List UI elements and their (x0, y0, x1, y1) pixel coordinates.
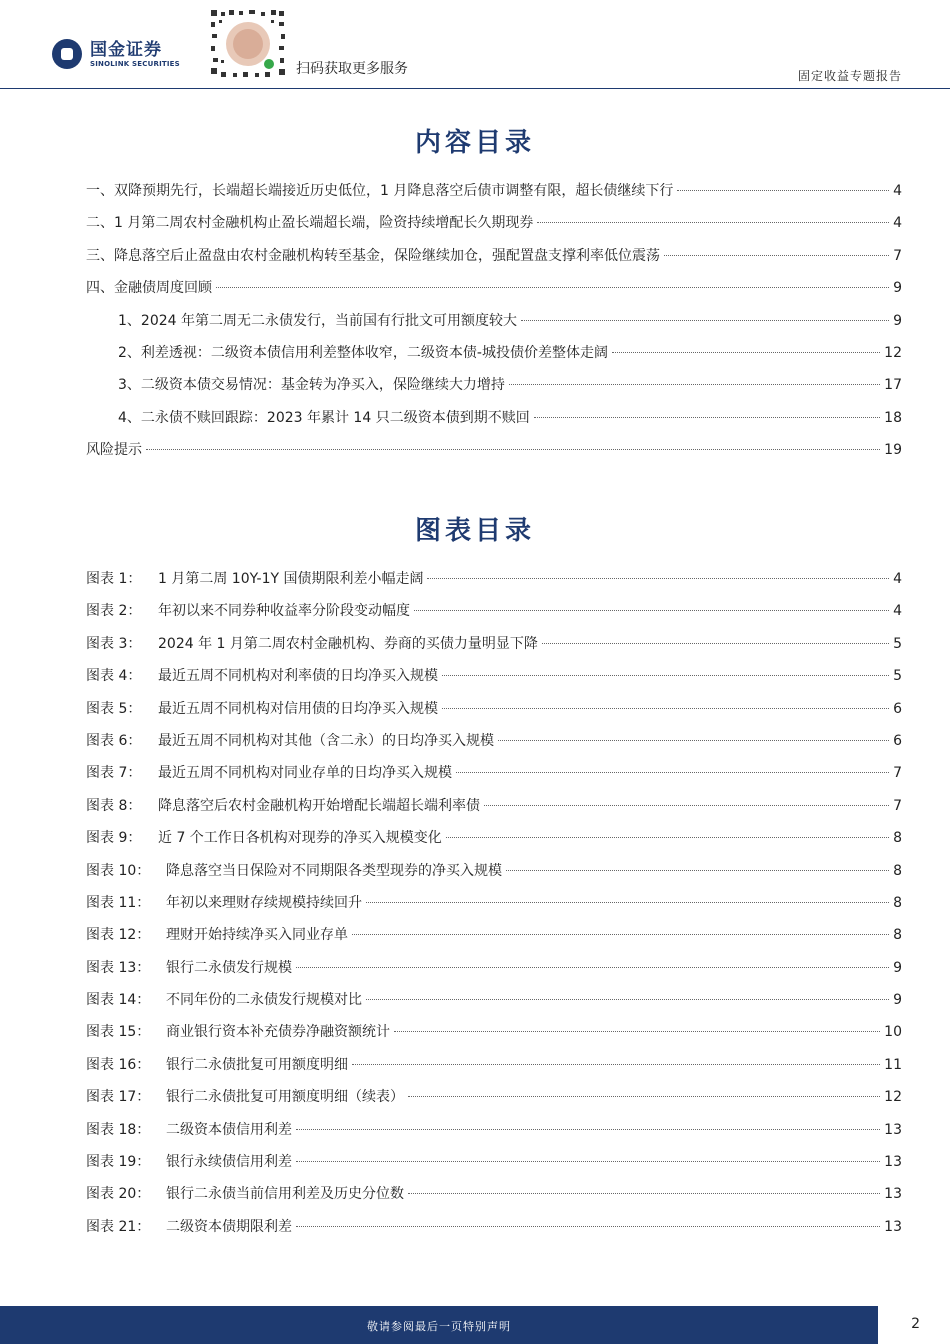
leader-dots (352, 1064, 880, 1065)
figure-number: 图表 20： (86, 1186, 151, 1203)
logo-name-en: SINOLINK SECURITIES (90, 59, 180, 68)
figure-page: 6 (893, 732, 902, 749)
leader-dots (408, 1193, 880, 1194)
qr-caption: 扫码获取更多服务 (296, 61, 408, 77)
figure-label: 近 7 个工作日各机构对现券的净买入规模变化 (158, 830, 442, 847)
figure-entry[interactable] (86, 1054, 902, 1086)
toc-entry-label: 2、利差透视：二级资本债信用利差整体收窄，二级资本债-城投债价差整体走阔 (118, 344, 608, 361)
logo-icon (52, 39, 82, 69)
figure-label: 最近五周不同机构对其他（含二永）的日均净买入规模 (158, 732, 494, 749)
leader-dots (296, 1129, 880, 1130)
leader-dots (427, 578, 889, 579)
figure-number: 图表 11： (86, 894, 151, 911)
logo-name-cn: 国金证券 (90, 39, 162, 60)
figure-entry[interactable] (86, 827, 902, 859)
figure-entry[interactable] (86, 860, 902, 892)
figure-entry[interactable] (86, 1183, 902, 1215)
figure-list (86, 568, 902, 1248)
leader-dots (534, 417, 880, 418)
toc-entry-page: 18 (884, 409, 902, 426)
figure-page: 4 (893, 571, 902, 587)
figure-label: 降息落空后农村金融机构开始增配长端超长端利率债 (158, 797, 480, 814)
figure-entry[interactable] (86, 568, 902, 600)
footer-disclaimer: 敬请参阅最后一页特别声明 (367, 1320, 511, 1333)
figure-page: 13 (884, 1218, 902, 1235)
toc-entry[interactable] (86, 439, 902, 471)
figure-number: 图表 13： (86, 959, 151, 976)
figure-number: 图表 10： (86, 862, 151, 879)
toc-entry-page: 9 (893, 280, 902, 297)
toc-subentry[interactable] (86, 342, 902, 374)
header-divider (0, 88, 950, 89)
figure-page: 9 (893, 992, 902, 1009)
page-footer (0, 1306, 950, 1344)
leader-dots (442, 708, 889, 709)
figure-page: 4 (893, 603, 902, 620)
toc-entry-label: 三、降息落空后止盈盘由农村金融机构转至基金，保险继续加仓，强配置盘支撑利率低位震荡 (86, 247, 660, 264)
toc-entry-page: 19 (884, 442, 902, 459)
toc-subentry[interactable] (86, 407, 902, 439)
figure-label: 年初以来不同券种收益率分阶段变动幅度 (158, 603, 410, 620)
leader-dots (408, 1096, 880, 1097)
figure-number: 图表 7： (86, 765, 142, 782)
toc-entry-page: 4 (893, 215, 902, 232)
figure-page: 11 (884, 1056, 902, 1073)
figure-label: 1 月第二周 10Y-1Y 国债期限利差小幅走阔 (158, 571, 424, 587)
leader-dots (414, 610, 889, 611)
figure-label: 二级资本债信用利差 (166, 1121, 292, 1138)
figure-page: 13 (884, 1186, 902, 1203)
report-type-label: 固定收益专题报告 (797, 69, 902, 83)
leader-dots (484, 805, 889, 806)
figure-label: 银行二永债批复可用额度明细 (166, 1056, 348, 1073)
toc-entry-page: 12 (884, 344, 902, 361)
qr-code-icon[interactable] (209, 8, 287, 80)
figure-page: 8 (893, 830, 902, 847)
figure-number: 图表 8： (86, 797, 142, 814)
figure-page: 7 (893, 765, 902, 782)
figure-label: 年初以来理财存续规模持续回升 (166, 894, 362, 911)
toc-entry-page: 7 (893, 247, 902, 264)
leader-dots (498, 740, 889, 741)
figure-number: 图表 14： (86, 992, 151, 1009)
leader-dots (442, 675, 889, 676)
figure-entry[interactable] (86, 633, 902, 665)
figure-label: 银行二永债当前信用利差及历史分位数 (166, 1186, 404, 1203)
figure-page: 13 (884, 1121, 902, 1138)
leader-dots (296, 1226, 880, 1227)
toc-entry-page: 9 (893, 312, 902, 329)
figure-number: 图表 3： (86, 635, 142, 652)
figure-number: 图表 12： (86, 927, 151, 944)
figure-label: 二级资本债期限利差 (166, 1218, 292, 1235)
figure-page: 9 (893, 959, 902, 976)
figure-entry[interactable] (86, 1151, 902, 1183)
page-header (0, 0, 950, 92)
leader-dots (521, 320, 889, 321)
figure-label: 2024 年 1 月第二周农村金融机构、券商的买债力量明显下降 (158, 635, 538, 652)
page-number: 2 (911, 1316, 920, 1332)
toc-subentry[interactable] (86, 374, 902, 406)
figure-entry[interactable] (86, 1119, 902, 1151)
toc-list (86, 180, 902, 472)
figure-label: 商业银行资本补充债券净融资额统计 (166, 1024, 390, 1041)
toc-entry-label: 一、双降预期先行，长端超长端接近历史低位，1 月降息落空后债市调整有限，超长债继续下行 (86, 183, 674, 199)
figure-label: 不同年份的二永债发行规模对比 (166, 992, 362, 1009)
figure-page: 13 (884, 1154, 902, 1171)
figure-number: 图表 19： (86, 1154, 151, 1171)
figure-entry[interactable] (86, 698, 902, 730)
figure-page: 7 (893, 797, 902, 814)
figure-page: 6 (893, 700, 902, 717)
figure-entry[interactable] (86, 1086, 902, 1118)
figure-entry[interactable] (86, 892, 902, 924)
leader-dots (394, 1031, 880, 1032)
figure-entry[interactable] (86, 924, 902, 956)
toc-entry[interactable] (86, 277, 902, 309)
figure-label: 最近五周不同机构对同业存单的日均净买入规模 (158, 765, 452, 782)
leader-dots (537, 222, 889, 223)
toc-entry-label: 4、二永债不赎回跟踪：2023 年累计 14 只二级资本债到期不赎回 (118, 409, 530, 426)
leader-dots (446, 837, 889, 838)
figure-entry[interactable] (86, 795, 902, 827)
leader-dots (366, 999, 889, 1000)
leader-dots (664, 255, 889, 256)
figure-entry[interactable] (86, 1021, 902, 1053)
figure-label: 银行二永债发行规模 (166, 959, 292, 976)
figure-entry[interactable] (86, 730, 902, 762)
figure-number: 图表 6： (86, 732, 142, 749)
figure-entry[interactable] (86, 989, 902, 1021)
figure-number: 图表 4： (86, 668, 142, 685)
toc-entry[interactable] (86, 245, 902, 277)
figure-label: 银行永续债信用利差 (166, 1154, 292, 1171)
figure-entry[interactable] (86, 762, 902, 794)
figure-label: 银行二永债批复可用额度明细（续表） (166, 1089, 404, 1106)
toc-entry-page: 4 (893, 183, 902, 199)
leader-dots (509, 384, 880, 385)
toc-entry-page: 17 (884, 377, 902, 394)
leader-dots (456, 772, 889, 773)
leader-dots (506, 870, 889, 871)
leader-dots (542, 643, 889, 644)
figure-page: 8 (893, 862, 902, 879)
figure-label: 理财开始持续净买入同业存单 (166, 927, 348, 944)
figure-entry[interactable] (86, 957, 902, 989)
toc-title: 内容目录 (414, 128, 535, 158)
figure-number: 图表 2： (86, 603, 142, 620)
leader-dots (216, 287, 889, 288)
toc-subentry[interactable] (86, 310, 902, 342)
toc-entry[interactable] (86, 212, 902, 244)
figure-label: 降息落空当日保险对不同期限各类型现券的净买入规模 (166, 862, 502, 879)
toc-entry-label: 二、1 月第二周农村金融机构止盈长端超长端，险资持续增配长久期现券 (86, 215, 534, 232)
toc-entry[interactable] (86, 180, 902, 212)
figure-page: 8 (893, 927, 902, 944)
figure-label: 最近五周不同机构对信用债的日均净买入规模 (158, 700, 438, 717)
leader-dots (296, 967, 889, 968)
figure-number: 图表 21： (86, 1218, 151, 1235)
leader-dots (296, 1161, 880, 1162)
toc-entry-label: 风险提示 (86, 442, 142, 459)
leader-dots (366, 902, 889, 903)
figure-page: 8 (893, 894, 902, 911)
toc-entry-label: 3、二级资本债交易情况：基金转为净买入，保险继续大力增持 (118, 377, 505, 394)
figure-entry[interactable] (86, 665, 902, 697)
figure-number: 图表 16： (86, 1056, 151, 1073)
figure-number: 图表 18： (86, 1121, 151, 1138)
figure-entry[interactable] (86, 1216, 902, 1248)
figure-page: 12 (884, 1089, 902, 1106)
leader-dots (352, 934, 889, 935)
figure-number: 图表 5： (86, 700, 142, 717)
company-logo (52, 36, 180, 72)
figure-number: 图表 1： (86, 571, 142, 587)
leader-dots (677, 190, 889, 191)
figure-entry[interactable] (86, 600, 902, 632)
figures-title: 图表目录 (414, 516, 535, 546)
figure-page: 5 (893, 635, 902, 652)
figure-number: 图表 15： (86, 1024, 151, 1041)
figure-page: 10 (884, 1024, 902, 1041)
figure-label: 最近五周不同机构对利率债的日均净买入规模 (158, 668, 438, 685)
figure-page: 5 (893, 668, 902, 685)
toc-entry-label: 1、2024 年第二周无二永债发行，当前国有行批文可用额度较大 (118, 312, 517, 329)
leader-dots (612, 352, 880, 353)
leader-dots (146, 449, 880, 450)
toc-entry-label: 四、金融债周度回顾 (86, 280, 212, 297)
figure-number: 图表 17： (86, 1089, 151, 1106)
figure-number: 图表 9： (86, 830, 142, 847)
